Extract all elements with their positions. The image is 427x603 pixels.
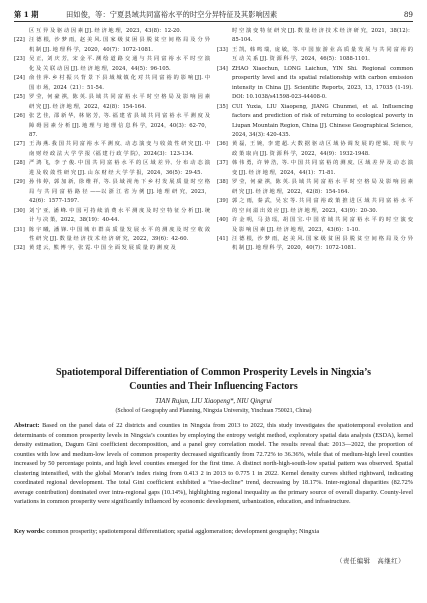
reference-item: [22] 汪 德 根，沙 梦 雨，赵 美 风. 国 家 级 贫 困 县 脱 贫 空 间 格 局 及 分 异 机 制 [J]. 地 理 科 学，2020，40(7)：1072-1081. xyxy=(14,37,210,53)
reference-item: [36] 黄 磊，王 婉，李 建 超. 大 数 据 驱 动 区 域 协 调 发 展 的 逻 辑、现 状 与 政 策 取 向 [J]. 资 源 科 学，2022，44(9)：1932-1948. xyxy=(217,141,413,157)
abstract-label: Abstract: xyxy=(14,422,40,429)
keywords-label: Key words: xyxy=(14,528,45,535)
header-rule xyxy=(14,21,413,22)
title-line-2: Counties and Their Influencing Factors xyxy=(129,380,298,392)
responsible-editor: （责任编辑 高继红） xyxy=(336,557,405,565)
references-right-column xyxy=(217,27,413,254)
reference-item: [41] 汪 德 根，沙 梦 雨，赵 美 风. 国 家 级 贫 困 县 脱 贫 空 间 格 局 及 分 异 机 制 [J]. 地 理 科 学，2020，40(7)：1072-1081. xyxy=(217,235,413,252)
reference-item: [35] CUI Yuxia, LIU Xiaopeng, JIANG Chunmei, et al. Influencing factors and prediction of risk of returning to ecological poverty in Liupan Mountain Region, China [J]. Chinese Geographical Science, 2024, 34(3): 420-435. xyxy=(217,103,413,138)
reference-item: [31] 陈 宇 曦，潘 锋. 中 国 城 市 群 高 质 量 发 展 水 平 的 测 度 及 时 空 收 敛 性 研 究 [J]. 数 量 经 济 技 术 经 济 研 究，2022，39(6)：42-60. xyxy=(14,226,210,242)
reference-item: 区 互 异 及 驱 动 因 素 [J]. 经 济 地 理，2023，43(8)：12-20. xyxy=(29,28,182,34)
issue-number: 第 1 期 xyxy=(14,10,39,19)
title-line-1: Spatiotemporal Differentiation of Common Prosperity Levels in Ningxia’s xyxy=(55,367,372,378)
reference-item: [37] 韩 伟 勇，许 钟 浩，等. 中 国 共 同 富 裕 的 测 度、区 域 差 异 及 动 态 演 变 [J]. 经 济 地 理，2024，44(1)：71-81. xyxy=(217,160,413,176)
reference-item: [34] ZHAO Xiaochun, LONG Laichun, YIN Shi. Regional common prosperity level and its spatial relationship with carbon emission intensity in China [J]. Scientific Reports, 2023, 13, 17035 (1-19). DOI: 10.1038/s41598-023-44408-0. xyxy=(217,65,413,101)
reference-item: [25] 罗 莹，何 豪 祺，陈 英. 县 域 共 同 富 裕 水 平 时 空 格 局 及 影 响 因 素 研 究 [J]. 经 济 地 理，2022，42(8)：154-164. xyxy=(14,94,210,110)
running-title: 田如俊，等：宁夏县域共同富裕水平的时空分异特征及其影响因素 xyxy=(66,10,278,19)
reference-item: [38] 罗 莹，何 豪 祺，陈 英. 县 域 共 同 富 裕 水 平 时 空 格 局 及 影 响 因 素 研 究 [J]. 经 济 地 理，2022，42(8)：154-164. xyxy=(217,179,413,195)
reference-item: [40] 许 金 明，马 劲 瑶，胡 国 宝. 中 国 省 域 共 同 富 裕 水 平 的 时 空 演 变 及 影 响 因 素 [J]. 经 济 地 理，2023，43(6)：1-10. xyxy=(217,217,413,233)
keywords xyxy=(14,527,413,537)
references-section xyxy=(14,27,413,345)
references-left-column xyxy=(14,27,210,254)
reference-item: [29] 孙 伟 婷，郭 加 新，徐 维 祥，等. 县 域 视 角 下 乡 村 发 展 质 量 时 空 格 局 与 共 同 富 裕 路 径 ——以 浙 江 省 为 例 [J]. 地 理 研 究，2023，42(6)：1577-1597. xyxy=(14,179,210,205)
keywords-text: common prosperity; spatiotemporal differentiation; spatial agglomeration; development geography; Ningxia xyxy=(46,528,320,535)
reference-item: [26] 张 艺 佳，邵 新 华，林 铭 芳，等. 福 建 省 县 域 共 同 富 裕 水 平 测 度 及 障 碍 因 素 分 析 [J]. 地 理 与 地 理 信 息 科 学，2024，40(3)：62-70，87. xyxy=(14,113,210,138)
reference-item: [23] 吴 正，刘 庆 芳，宋 金 平. 测 绘 道 路 交 通 与 共 同 富 裕 水 平 时 空 演 化 及 关 联 动 因 [J]. 经 济 地 理，2024，44(5)：96-105. xyxy=(14,56,210,72)
abstract xyxy=(14,421,413,507)
page-number: 89 xyxy=(403,10,413,19)
reference-item: [27] 王 海 燕. 我 国 共 同 富 裕 水 平 测 度、动 态 演 变 与 收 敛 性 研 究 [J]. 中 南 财 经 政 法 大 学 学 报（福 建 行 政 学 院），2024(3)：123-134. xyxy=(14,141,210,157)
reference-item: [30] 刘 宁 亚，潘 峰. 中 国 可 持 续 消 费 水 平 测 度 及 时 空 特 征 分 析 [J]. 统 计 与 决 策，2022，38(19)：40-44. xyxy=(14,207,210,224)
running-header xyxy=(14,6,413,21)
english-title xyxy=(20,366,407,393)
reference-item: 时 空 演 变 特 征 研 究 [J]. 数 量 经 济 技 术 经 济 研 究，2021，38(12)：85-104. xyxy=(232,28,413,44)
reference-item: [28] 严 鸿 飞，李 子 俊. 中 国 共 同 富 裕 水 平 的 区 域 差 异、分 布 动 态 演 进 及 收 敛 性 研 究 [J]. 山 东 财 经 大 学 学 报，2024，36(5)：29-45. xyxy=(14,160,210,176)
affiliation: (School of Geography and Planning, Ningxia University, Yinchuan 750021, China) xyxy=(115,408,312,414)
reference-item: [33] 王 凯，韩 鸣 瑞，庞 敏，等. 中 国 旅 游 业 高 质 量 发 展 与 共 同 富 裕 的 互 动 关 系 [J]. 资 源 科 学，2024，46(5)：1088-1101. xyxy=(217,46,413,63)
reference-item: [32] 黄 建 云，熊 博 宇，张 霓. 中 国 全 面 发 展 质 量 的 测 度 及 xyxy=(14,245,176,252)
abstract-text: Based on the panel data of 22 districts and counties in Ningxia from 2013 to 2022, this study investigates the spatiotemporal evolution and determinants of common prosperity levels in Ningxia’s counties by employing the entropy weight method, exploratory spatial data analysis (ESDA), kernel density estimation, Dagum Gini coefficient decomposition, and a panel grey correlation model. The results reveal that: 2013—2022, the proportion of counties with low and medium-low levels of common prosperity decreased significantly from 72.72% to 36.36%, while that of medium-high level counties increased by 50 percentage points, and high level counties emerged for the first time. A distinct north-high-south-low spatial pattern was observed. Spatial clustering intensified, with the global Moran’s index rising from 0.413 2 in 2013 to 0.775 1 in 2022. Kernel density curves shifted rightward, indicating coordinated regional development. The total Gini coefficient exhibited a “rise-decline” trend, decreasing by 18.17%. Inter-regional disparities (82.72% average contribution) dominated over intra-regional gaps (10.14%), highlighting regional inequality as the primary source of overall disparity. County-level variations in common prosperity were significantly influenced by economic development, urbanization, education, and infrastructure. xyxy=(14,422,413,506)
reference-item: [24] 俞 佳 萍. 乡 村 振 兴 背 景 下 县 域 城 镇 化 对 共 同 富 裕 的 影 响 [J]. 中 国 市 场，2024（21）：51-54. xyxy=(14,75,210,91)
reference-item: [39] 郭 之 雨，秦 武，吴 宏 等. 共 同 富 裕 政 策 推 进 区 域 共 同 富 裕 水 平 的 空 间 溢 出 效 应 [J]. 经 济 地 理，2023，43(9)：20-30. xyxy=(217,198,413,214)
authors: TIAN Rujun, LIU Xiaopeng*, NIU Qingrui xyxy=(155,398,272,405)
